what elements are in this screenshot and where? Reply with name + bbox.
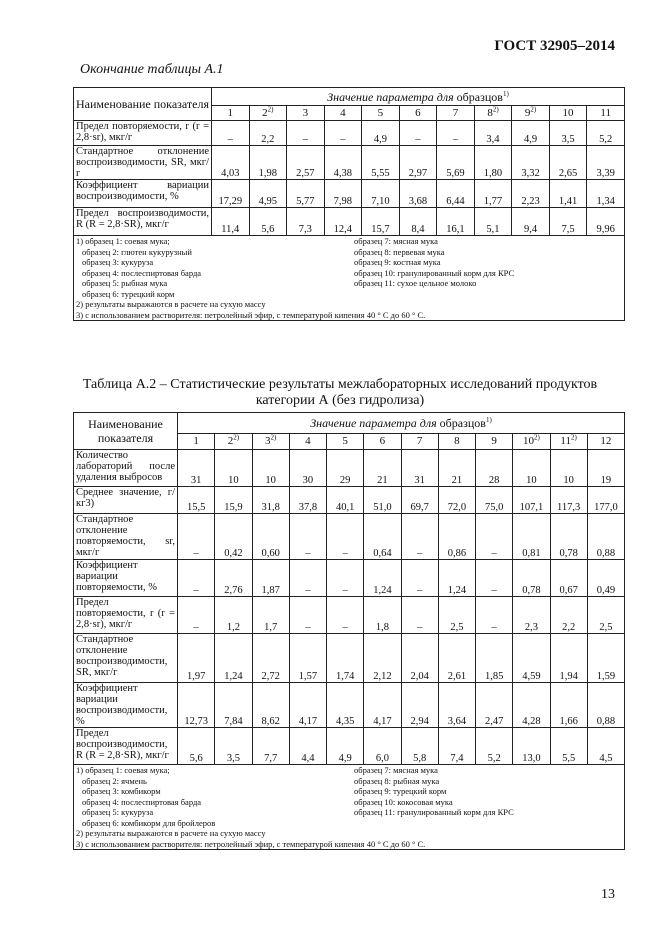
sample-number: 7 (452, 106, 459, 119)
cell-value: 2,2 (249, 121, 287, 146)
cell-value: 4,95 (249, 180, 287, 208)
cell-value: 3,5 (549, 121, 587, 146)
table1-caption: Окончание таблицы А.1 (80, 62, 224, 77)
cell-value: 1,24 (438, 560, 475, 597)
cell-value: 1,59 (587, 634, 624, 683)
sample-number: 7 (416, 434, 423, 447)
sample-note: образец 11: гранулированный корм для КРС (354, 807, 514, 817)
sample-number: 1 (227, 106, 234, 119)
sample-number: 4 (340, 106, 346, 119)
cell-value: 4,03 (212, 146, 250, 180)
cell-value: – (324, 121, 362, 146)
cell-value: 0,88 (587, 683, 624, 728)
cell-value: 1,2 (215, 597, 252, 634)
sample-number: 8 (454, 434, 460, 447)
table2-title: Таблица А.2 – Статистические результаты межлабораторных исследований продуктов категории А (без гидролиза) (82, 377, 598, 408)
sample-number-header (399, 106, 437, 121)
cell-value: 5,55 (362, 146, 400, 180)
table-row (74, 450, 625, 487)
cell-value: 5,77 (287, 180, 325, 208)
row-name: Предел повторяемости, r (r = 2,8·sr), мкг/г (74, 121, 212, 146)
cell-value: 4,9 (362, 121, 400, 146)
cell-value: 1,80 (474, 146, 512, 180)
cell-value: – (437, 121, 475, 146)
cell-value: 12,73 (178, 683, 215, 728)
cell-value: 3,39 (587, 146, 625, 180)
sample-number-header (252, 433, 289, 449)
cell-value: 0,78 (513, 560, 550, 597)
sample-number: 5 (377, 106, 384, 119)
cell-value: 4,28 (513, 683, 550, 728)
group-header-footnote: 1) (485, 415, 492, 424)
table-row (74, 728, 625, 765)
sample-number: 4 (305, 434, 311, 447)
cell-value: 4,35 (327, 683, 364, 728)
cell-value: – (327, 597, 364, 634)
cell-value: 4,9 (327, 728, 364, 765)
cell-value: 7,5 (549, 208, 587, 236)
row-name: Коэффициент вариации воспроизводимости, % (74, 683, 178, 728)
sample-number-header (476, 433, 513, 449)
sample-number-header (512, 106, 550, 121)
sample-note: образец 5: рыбная мука (82, 278, 168, 288)
cell-value: 19 (587, 450, 624, 487)
cell-value: 1,97 (178, 634, 215, 683)
cell-value: 16,1 (437, 208, 475, 236)
sample-number-header (212, 106, 250, 121)
cell-value: 72,0 (438, 487, 475, 514)
sample-number: 10 (562, 106, 574, 119)
cell-value: 2,23 (512, 180, 550, 208)
sample-number: 3 (264, 434, 271, 447)
sample-number-header (327, 433, 364, 449)
cell-value: 11,4 (212, 208, 250, 236)
cell-value: 7,98 (324, 180, 362, 208)
cell-value: 3,68 (399, 180, 437, 208)
sample-list-left (76, 765, 348, 828)
cell-value: – (327, 514, 364, 560)
cell-value: 7,3 (287, 208, 325, 236)
sample-number: 12 (600, 434, 612, 447)
footnote-2: 2) результаты выражаются в расчете на сухую массу (76, 299, 266, 309)
cell-value: 9,4 (512, 208, 550, 236)
cell-value: – (289, 560, 326, 597)
cell-value: 7,84 (215, 683, 252, 728)
cell-value: 0,88 (587, 514, 624, 560)
cell-value: 117,3 (550, 487, 587, 514)
cell-value: 1,98 (249, 146, 287, 180)
row-name: Коэффициент вариации повторяемости, % (74, 560, 178, 597)
sample-number-header (364, 433, 401, 449)
row-name: Среднее значение, г/кг3) (74, 487, 178, 514)
cell-value: 1,57 (289, 634, 326, 683)
sample-number: 11 (560, 434, 571, 447)
cell-value: 5,69 (437, 146, 475, 180)
group-header-plain: образцов (456, 89, 503, 104)
group-header-italic: Значение параметра для (310, 415, 437, 430)
sample-number: 11 (600, 106, 611, 119)
group-header-italic: Значение параметра для (327, 89, 454, 104)
cell-value: 21 (438, 450, 475, 487)
cell-value: 10 (550, 450, 587, 487)
values-group-header (212, 88, 625, 106)
cell-value: 1,94 (550, 634, 587, 683)
cell-value: 31,8 (252, 487, 289, 514)
cell-value: – (327, 560, 364, 597)
sample-number-header (287, 106, 325, 121)
cell-value: 5,2 (587, 121, 625, 146)
sample-note: образец 3: комбикорм (82, 786, 161, 796)
cell-value: 10 (252, 450, 289, 487)
sample-note: образец 7: мясная мука (354, 236, 438, 246)
cell-value: 37,8 (289, 487, 326, 514)
sample-number-header (587, 106, 625, 121)
table-row (74, 487, 625, 514)
cell-value: 2,94 (401, 683, 438, 728)
sample-note: образец 8: рыбная мука (354, 775, 440, 786)
sample-number-header (550, 433, 587, 449)
cell-value: 10 (513, 450, 550, 487)
sample-number: 8 (487, 106, 493, 119)
sample-number: 2 (262, 106, 268, 119)
row-name: Предел воспроизводимости, R (R = 2,8·SR), мкг/г (74, 728, 178, 765)
sample-number: 6 (415, 106, 421, 119)
sample-footnote: 2) (270, 433, 277, 442)
sample-number-header (324, 106, 362, 121)
sample-number-header (474, 106, 512, 121)
sample-note: образец 7: мясная мука (354, 765, 438, 775)
cell-value: 5,6 (249, 208, 287, 236)
cell-value: – (289, 597, 326, 634)
cell-value: 6,0 (364, 728, 401, 765)
row-name: Стандартное отклонение воспроизводимости, SR, мкг/г (74, 146, 212, 180)
sample-number: 10 (522, 434, 534, 447)
table-row (74, 683, 625, 728)
cell-value: 10 (215, 450, 252, 487)
cell-value: 1,41 (549, 180, 587, 208)
row-name: Стандартное отклонение повторяемости, sr, мкг/г (74, 514, 178, 560)
sample-note: образец 4: послеспиртовая барда (82, 267, 202, 278)
cell-value: 13,0 (513, 728, 550, 765)
cell-value: 2,72 (252, 634, 289, 683)
group-header-plain: образцов (439, 415, 486, 430)
cell-value: 4,17 (364, 683, 401, 728)
sample-number-header (513, 433, 550, 449)
cell-value: 69,7 (401, 487, 438, 514)
sample-number: 2 (227, 434, 234, 447)
sample-note: образец 5: кукуруза (82, 807, 154, 817)
cell-value: 4,17 (289, 683, 326, 728)
sample-note: образец 2: ячмень (82, 775, 147, 786)
cell-value: 0,49 (587, 560, 624, 597)
cell-value: 75,0 (476, 487, 513, 514)
cell-value: 15,9 (215, 487, 252, 514)
table-row (74, 121, 625, 146)
cell-value: 0,60 (252, 514, 289, 560)
cell-value: 0,78 (550, 514, 587, 560)
cell-value: 2,2 (550, 597, 587, 634)
sample-number-header (437, 106, 475, 121)
sample-list-left (76, 236, 348, 299)
sample-number: 9 (524, 106, 531, 119)
cell-value: 0,64 (364, 514, 401, 560)
cell-value: 2,3 (513, 597, 550, 634)
sample-note: образец 10: кокосовая мука (354, 796, 453, 807)
cell-value: 3,4 (474, 121, 512, 146)
cell-value: 28 (476, 450, 513, 487)
sample-note: образец 9: турецкий корм (354, 786, 447, 796)
cell-value: 5,6 (178, 728, 215, 765)
cell-value: 29 (327, 450, 364, 487)
sample-number: 6 (379, 434, 386, 447)
sample-note: образец 4: послеспиртовая барда (82, 796, 202, 807)
footnote-2: 2) результаты выражаются в расчете на сухую массу (76, 828, 266, 838)
cell-value: 1,8 (364, 597, 401, 634)
cell-value: 31 (178, 450, 215, 487)
cell-value: – (178, 514, 215, 560)
sample-note: образец 6: турецкий корм (82, 288, 175, 299)
table-row (74, 634, 625, 683)
table-row (74, 208, 625, 236)
group-header-footnote: 1) (502, 89, 509, 98)
cell-value: 2,5 (438, 597, 475, 634)
cell-value: 1,24 (364, 560, 401, 597)
sample-number: 5 (342, 434, 348, 447)
cell-value: – (289, 514, 326, 560)
cell-value: – (401, 597, 438, 634)
cell-value: 4,38 (324, 146, 362, 180)
cell-value: 12,4 (324, 208, 362, 236)
cell-value: 1,7 (252, 597, 289, 634)
sample-list-right (348, 765, 514, 828)
cell-value: 1,24 (215, 634, 252, 683)
cell-value: 0,81 (513, 514, 550, 560)
cell-value: 5,8 (401, 728, 438, 765)
cell-value: – (212, 121, 250, 146)
sample-number-header (549, 106, 587, 121)
cell-value: 107,1 (513, 487, 550, 514)
row-name: Предел воспроизводимости, R (R = 2,8·SR), мкг/г (74, 208, 212, 236)
page-number: 13 (601, 887, 615, 902)
cell-value: 2,97 (399, 146, 437, 180)
cell-value: 0,86 (438, 514, 475, 560)
footnotes (74, 765, 625, 850)
cell-value: 8,62 (252, 683, 289, 728)
cell-value: 0,67 (550, 560, 587, 597)
cell-value: 1,34 (587, 180, 625, 208)
cell-value: – (401, 560, 438, 597)
cell-value: 5,1 (474, 208, 512, 236)
cell-value: 2,65 (549, 146, 587, 180)
cell-value: – (476, 560, 513, 597)
cell-value: 1,87 (252, 560, 289, 597)
cell-value: 51,0 (364, 487, 401, 514)
cell-value: 5,5 (550, 728, 587, 765)
table-row (74, 146, 625, 180)
cell-value: – (476, 597, 513, 634)
cell-value: 7,4 (438, 728, 475, 765)
cell-value: 8,4 (399, 208, 437, 236)
cell-value: 1,66 (550, 683, 587, 728)
footnote-3: 3) с использованием растворителя: петролейный эфир, с температурой кипения 40 ° С до 60 ° С. (76, 309, 426, 320)
row-name: Предел повторяемости, r (r = 2,8·sr), мкг/г (74, 597, 178, 634)
sample-number-header (178, 433, 215, 449)
row-name: Коэффициент вариации воспроизводимости, % (74, 180, 212, 208)
sample-footnote: 2) (267, 105, 274, 113)
name-column-header: Наименование показателя (74, 413, 178, 450)
sample-note: образец 2: глютен кукурузный (82, 246, 192, 257)
cell-value: 2,04 (401, 634, 438, 683)
cell-value: 1,74 (327, 634, 364, 683)
cell-value: 31 (401, 450, 438, 487)
row-name: Стандартное отклонение воспроизводимости, SR, мкг/г (74, 634, 178, 683)
cell-value: 7,7 (252, 728, 289, 765)
cell-value: 2,76 (215, 560, 252, 597)
cell-value: 177,0 (587, 487, 624, 514)
cell-value: 3,5 (215, 728, 252, 765)
cell-value: 4,59 (513, 634, 550, 683)
footnote-3: 3) с использованием растворителя: петролейный эфир, с температурой кипения 40 ° С до 60 ° С. (76, 838, 426, 849)
cell-value: 4,9 (512, 121, 550, 146)
sample-footnote: 2) (530, 105, 537, 113)
footnotes (74, 236, 625, 321)
table-row (74, 180, 625, 208)
cell-value: 6,44 (437, 180, 475, 208)
sample-list-right (348, 236, 514, 299)
cell-value: 15,5 (178, 487, 215, 514)
sample-list (76, 765, 622, 828)
sample-number: 3 (302, 106, 309, 119)
sample-footnote: 2) (533, 433, 540, 442)
cell-value: 2,12 (364, 634, 401, 683)
name-column-header: Наименование показателя (74, 88, 212, 121)
cell-value: 40,1 (327, 487, 364, 514)
sample-number-header (587, 433, 624, 449)
cell-value: 2,47 (476, 683, 513, 728)
table-row (74, 560, 625, 597)
cell-value: 4,5 (587, 728, 624, 765)
sample-note: образец 9: костная мука (354, 257, 441, 267)
sample-note: образец 11: сухое цельное молоко (354, 278, 477, 288)
cell-value: – (399, 121, 437, 146)
sample-number: 1 (193, 434, 199, 447)
sample-list (76, 236, 622, 299)
row-name: Количество лабораторий после удаления выбросов (74, 450, 178, 487)
cell-value: 21 (364, 450, 401, 487)
cell-value: 7,10 (362, 180, 400, 208)
cell-value: 3,64 (438, 683, 475, 728)
sample-number-header (249, 106, 287, 121)
cell-value: 2,5 (587, 597, 624, 634)
sample-number-header (362, 106, 400, 121)
values-group-header (178, 413, 625, 434)
sample-footnote: 2) (233, 433, 240, 442)
cell-value: 2,61 (438, 634, 475, 683)
sample-footnote: 2) (571, 433, 577, 442)
sample-number: 9 (491, 434, 497, 447)
cell-value: – (287, 121, 325, 146)
cell-value: 3,32 (512, 146, 550, 180)
sample-number-header (401, 433, 438, 449)
cell-value: 2,57 (287, 146, 325, 180)
sample-number-header (289, 433, 326, 449)
cell-value: 1,85 (476, 634, 513, 683)
table-a2 (73, 412, 625, 850)
table-a1-end (73, 87, 625, 321)
cell-value: 5,2 (476, 728, 513, 765)
cell-value: 4,4 (289, 728, 326, 765)
cell-value: 0,42 (215, 514, 252, 560)
cell-value: – (401, 514, 438, 560)
cell-value: 1,77 (474, 180, 512, 208)
cell-value: – (178, 597, 215, 634)
sample-note: 1) образец 1: соевая мука; (76, 236, 170, 246)
table-row (74, 514, 625, 560)
sample-note: 1) образец 1: соевая мука; (76, 765, 170, 775)
sample-number-header (438, 433, 475, 449)
cell-value: 30 (289, 450, 326, 487)
cell-value: – (178, 560, 215, 597)
cell-value: 9,96 (587, 208, 625, 236)
sample-footnote: 2) (492, 105, 499, 113)
cell-value: 17,29 (212, 180, 250, 208)
sample-note: образец 8: первевая мука (354, 246, 445, 257)
sample-note: образец 6: комбикорм для бройлеров (82, 817, 216, 828)
cell-value: 15,7 (362, 208, 400, 236)
sample-note: образец 10: гранулированный корм для КРС (354, 267, 515, 278)
table-row (74, 597, 625, 634)
cell-value: – (476, 514, 513, 560)
standard-header: ГОСТ 32905–2014 (494, 38, 615, 54)
sample-note: образец 3: кукуруза (82, 257, 154, 267)
sample-number-header (215, 433, 252, 449)
